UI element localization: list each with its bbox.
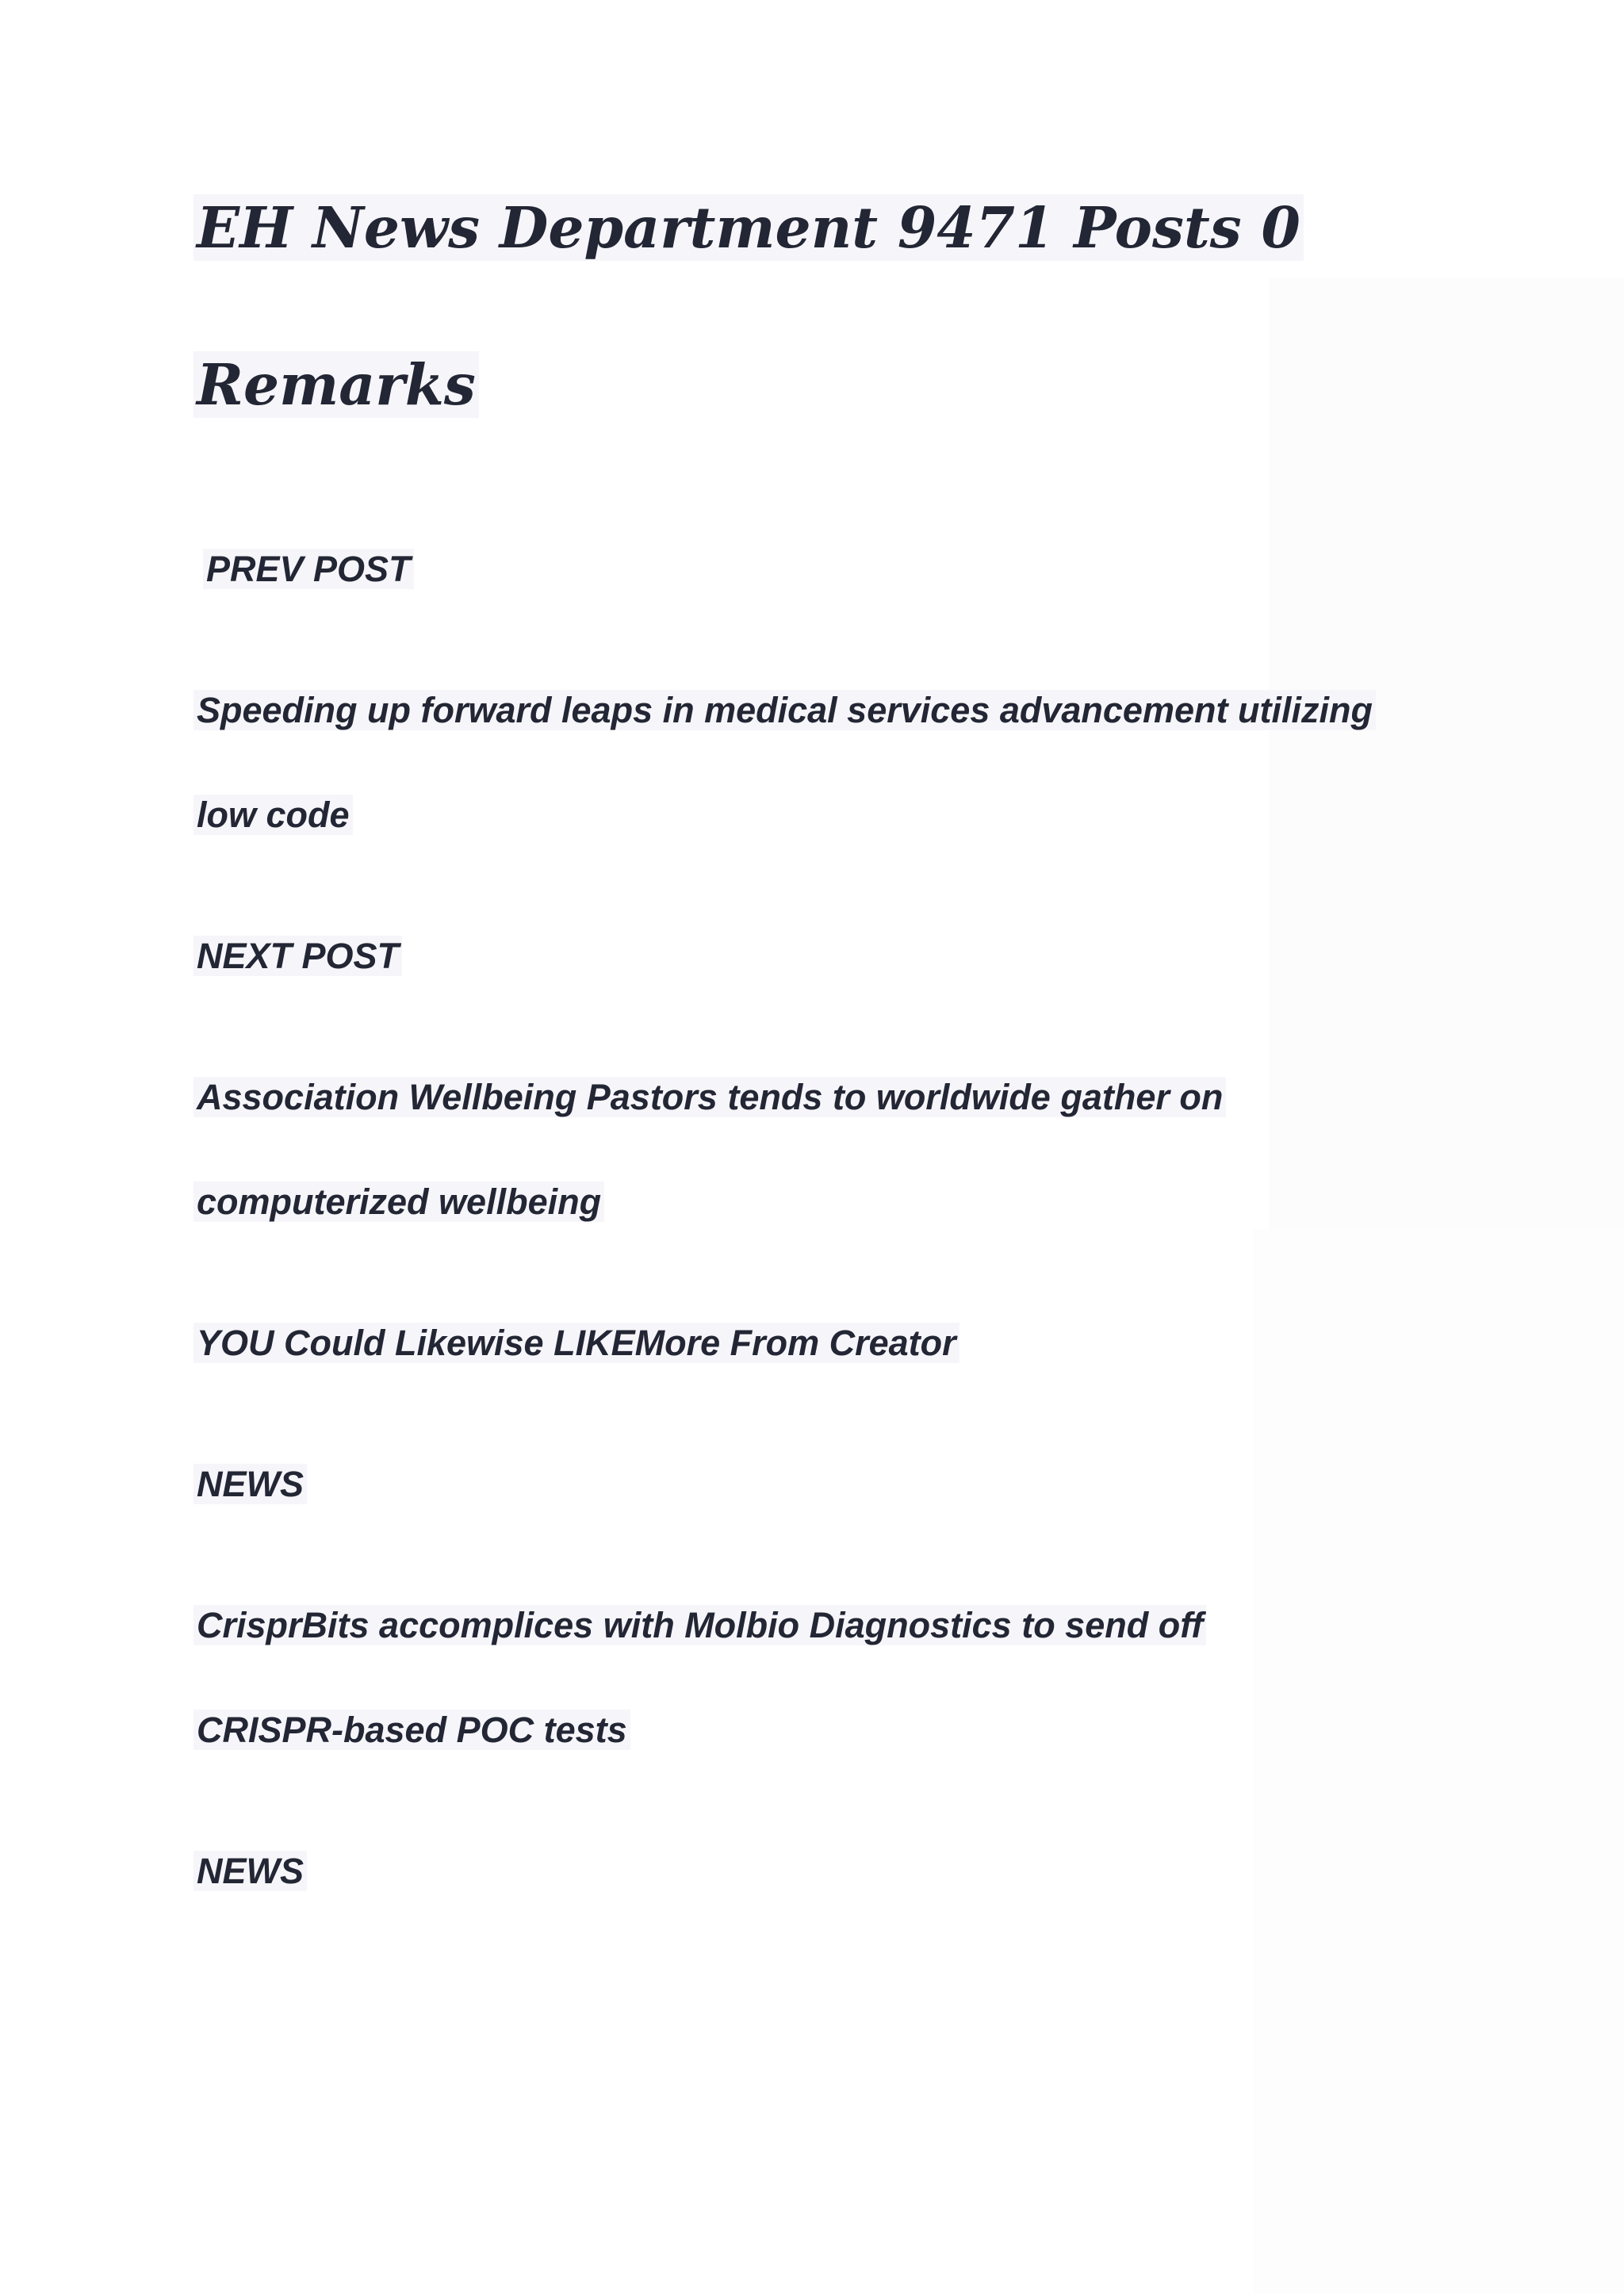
page-title-line-2 [197,349,479,420]
related-item-category[interactable] [197,1846,307,1897]
related-item-title-line-2[interactable] [197,1705,630,1756]
related-heading-text: YOU Could Likewise LIKEMore From Creator [193,1323,959,1363]
category-label[interactable]: NEWS [193,1851,307,1891]
related-item-category[interactable] [197,1459,307,1510]
category-label[interactable]: NEWS [193,1464,307,1504]
related-heading [197,1318,959,1369]
page-title-text: EH News Department 9471 Posts 0 [193,194,1304,261]
next-post-label[interactable] [197,931,402,982]
prev-post-title-text[interactable]: Speeding up forward leaps in medical services advancement utilizing [193,690,1376,730]
prev-post-title-text[interactable]: low code [193,795,353,835]
next-post-title-text[interactable]: computerized wellbeing [193,1181,604,1222]
prev-post-title-line-1[interactable] [197,685,1376,736]
next-post-title-text[interactable]: Association Wellbeing Pastors tends to worldwide gather on [193,1077,1226,1117]
background-shade [1253,1229,1624,2294]
next-post-label-text[interactable]: NEXT POST [193,936,402,976]
page-title-line-1 [197,192,1304,263]
related-item-title-line-1[interactable] [197,1600,1206,1651]
prev-post-title-line-2[interactable] [197,790,353,841]
related-item-title-text[interactable]: CRISPR-based POC tests [193,1710,630,1750]
background-shade [1269,278,1624,1229]
page-title-text: Remarks [193,351,479,418]
next-post-title-line-2[interactable] [197,1177,604,1227]
related-item-title-text[interactable]: CrisprBits accomplices with Molbio Diagnostics to send off [193,1605,1206,1645]
prev-post-label-text[interactable]: PREV POST [203,549,414,589]
next-post-title-line-1[interactable] [197,1072,1226,1123]
prev-post-label[interactable] [206,544,414,595]
